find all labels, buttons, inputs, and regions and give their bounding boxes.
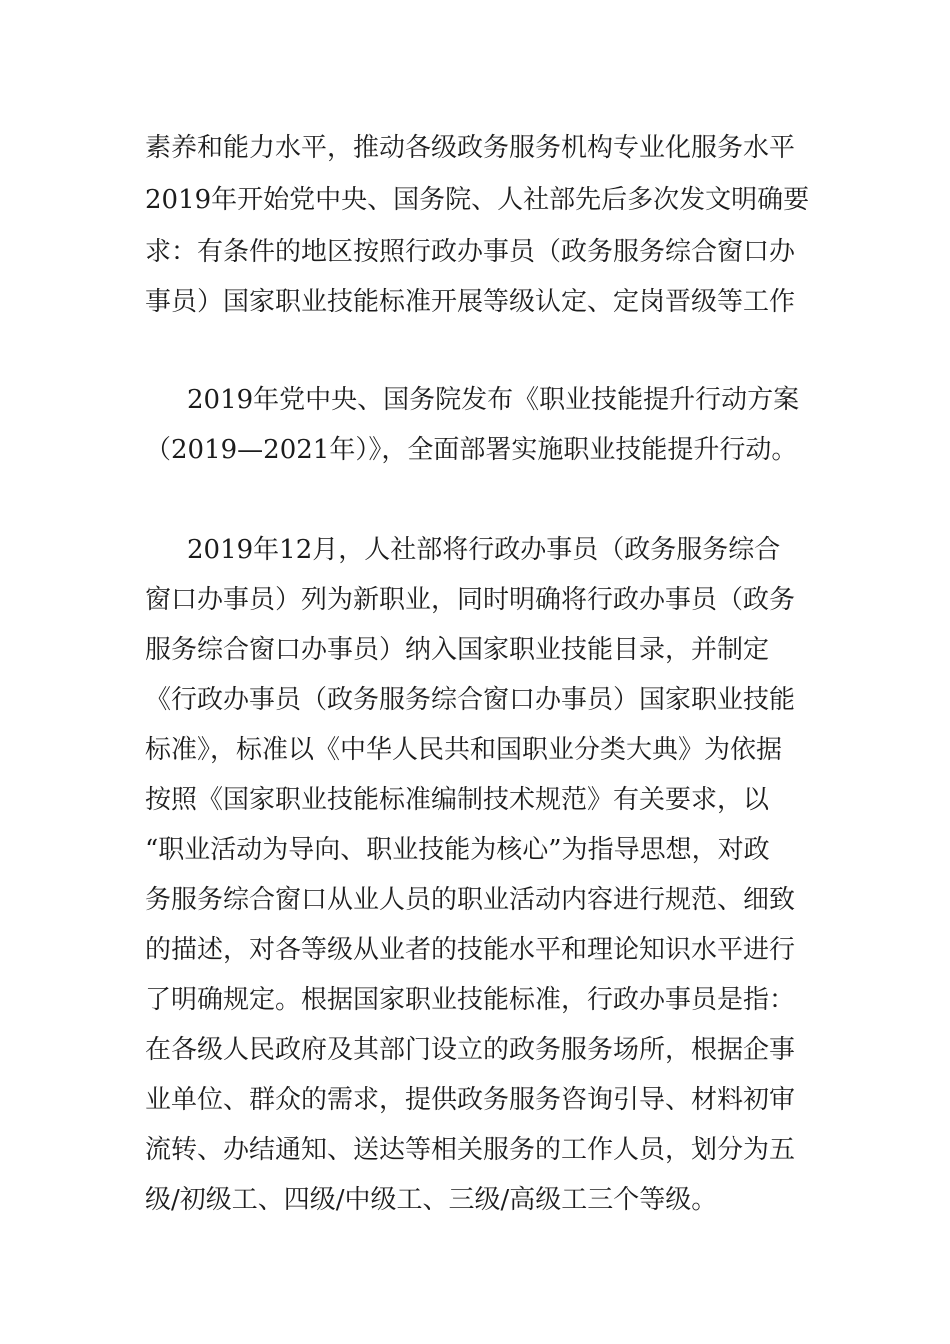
paragraph-3-line-6: 按照《国家职业技能标准编制技术规范》有关要求，以 (145, 785, 770, 815)
paragraph-3-line-9: 的描述，对各等级从业者的技能水平和理论知识水平进行 (145, 935, 796, 965)
paragraph-3-line-3: 服务综合窗口办事员）纳入国家职业技能目录，并制定 (145, 635, 770, 665)
paragraph-3-line-7: “职业活动为导向、职业技能为核心”为指导思想，对政 (145, 835, 770, 865)
paragraph-3-line-5: 标准》，标准以《中华人民共和国职业分类大典》为依据 (145, 735, 783, 765)
paragraph-3-line-14: 级/初级工、四级/中级工、三级/高级工三个等级。 (145, 1185, 718, 1215)
paragraph-3-line-10: 了明确规定。根据国家职业技能标准，行政办事员是指： (145, 985, 796, 1015)
paragraph-3-line-11: 在各级人民政府及其部门设立的政务服务场所，根据企事 (145, 1035, 796, 1065)
paragraph-3-line-8: 务服务综合窗口从业人员的职业活动内容进行规范、细致 (145, 885, 796, 915)
paragraph-1-line-1: 素养和能力水平，推动各级政务服务机构专业化服务水平 (145, 133, 796, 163)
paragraph-3-line-12: 业单位、群众的需求，提供政务服务咨询引导、材料初审 (145, 1085, 796, 1115)
paragraph-1-line-4: 事员）国家职业技能标准开展等级认定、定岗晋级等工作 (145, 287, 796, 317)
paragraph-3-line-13: 流转、办结通知、送达等相关服务的工作人员，划分为五 (145, 1135, 796, 1165)
paragraph-3-line-4: 《行政办事员（政务服务综合窗口办事员）国家职业技能 (145, 685, 796, 715)
paragraph-3-line-2: 窗口办事员）列为新职业，同时明确将行政办事员（政务 (145, 585, 796, 615)
paragraph-1-line-3: 求：有条件的地区按照行政办事员（政务服务综合窗口办 (145, 237, 796, 267)
paragraph-2-line-1: 2019年党中央、国务院发布《职业技能提升行动方案 (187, 385, 800, 415)
paragraph-2-line-2: （2019—2021年）》，全面部署实施职业技能提升行动。 (145, 435, 798, 465)
paragraph-1-line-2: 2019年开始党中央、国务院、人社部先后多次发文明确要 (145, 185, 810, 215)
paragraph-3-line-1: 2019年12月，人社部将行政办事员（政务服务综合 (187, 535, 781, 565)
